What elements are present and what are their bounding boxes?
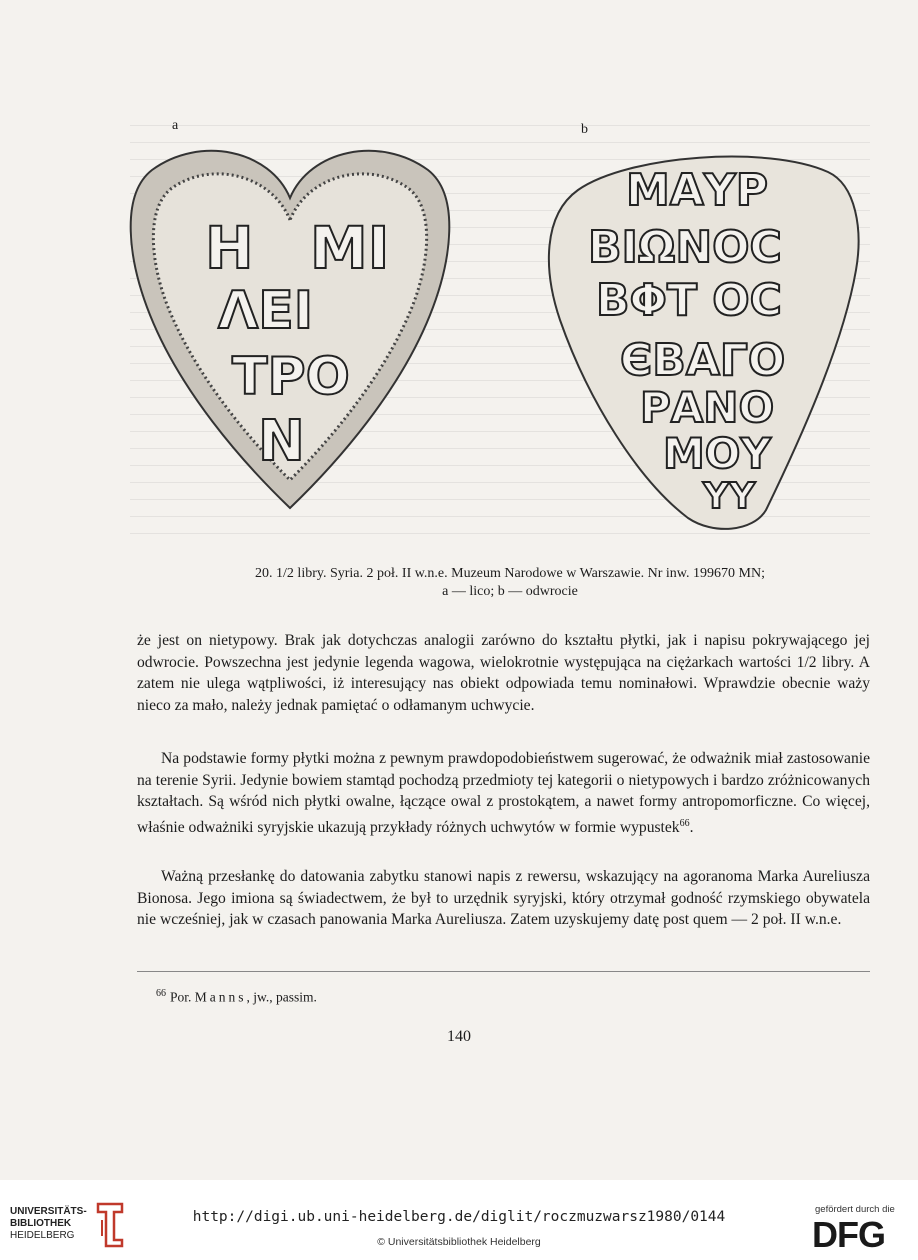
body-paragraph-3: Ważną przesłankę do datowania zabytku stanowi napis z rewersu, wskazujący na agoranoma Marka Aureliusza Bionosa. Jego imiona są świadectwem, że był to urzędnik syryjski, który otrzymał godność rzymskiego obywatela nie wcześniej, jak w czasach panowania Marka Aureliusza. Zatem uzyskujemy datę post quem — 2 poł. II w.n.e.: [137, 868, 870, 928]
figure-label-b: b: [581, 122, 588, 137]
reverse-line-7: ΥΥ: [703, 476, 756, 517]
body-paragraph-2: [137, 748, 870, 838]
reverse-line-6: ΜΟΥ: [663, 429, 771, 478]
footnote-number: 66: [156, 988, 166, 999]
funding-label: gefördert durch die: [815, 1204, 895, 1215]
reverse-plate: [538, 150, 863, 535]
footnote: [156, 988, 317, 1006]
body-paragraph-2-end: .: [689, 818, 694, 836]
figure-label-a: a: [172, 118, 179, 133]
obverse-line-4: ΤΡΟ: [232, 347, 350, 407]
library-name-line-3: HEIDELBERG: [10, 1230, 75, 1241]
footnote-reference[interactable]: 66: [679, 817, 690, 829]
reverse-line-4: ЄΒΑΓΟ: [620, 335, 786, 386]
page-number: 140: [447, 1028, 471, 1045]
obverse-line-2: ΜΙ: [310, 214, 390, 282]
footnote-author: Manns: [194, 989, 247, 1005]
library-name-line-2: BIBLIOTHEK: [10, 1218, 72, 1229]
copyright-notice: © Universitätsbibliothek Heidelberg: [377, 1236, 541, 1248]
footnote-rest: , jw., passim.: [246, 989, 317, 1005]
obverse-line-5: Ν: [258, 409, 305, 474]
permalink-url[interactable]: http://digi.ub.uni-heidelberg.de/diglit/roczmuzwarsz1980/0144: [192, 1209, 726, 1225]
obverse-line-3: ΛΕΙ: [218, 281, 314, 341]
reverse-line-5: ΡΑΝΟ: [640, 383, 775, 432]
library-name-line-1: UNIVERSITÄTS-: [10, 1206, 87, 1217]
body-paragraph-2-text: Na podstawie formy płytki można z pewnym prawdopodobieństwem sugerować, że odważnik miał zastosowanie na terenie Syrii. Jedynie bowiem stamtąd pochodzą przedmioty tej kategorii o nietypowych i bardzo zróżnicowanych kształtach. Są wśród nich płytki owalne, łączące owal z prostokątem, a nawet formy antropomorficzne. Co więcej, właśnie odważniki syryjskie ukazują przykłady różnych uchwytów w formie wypustek: [137, 750, 870, 836]
footnote-divider: [137, 971, 870, 972]
obverse-heart-plate: [120, 140, 460, 515]
dfg-logo[interactable]: DFG: [812, 1214, 885, 1255]
reverse-line-2: ΒΙΩΝΟC: [588, 222, 782, 273]
figure-caption: 20. 1/2 libry. Syria. 2 poł. II w.n.e. Muzeum Narodowe w Warszawie. Nr inw. 199670 MN;: [255, 566, 765, 581]
body-paragraph-1: że jest on nietypowy. Brak jak dotychczas analogii zarówno do kształtu płytki, jak i napisu pokrywającego jej odwrocie. Powszechna jest jedynie legenda wagowa, wielokrotnie występująca na ciężarkach wartości 1/2 libry. A zatem nie ulega wątpliwości, iż interesujący nas obiekt odpowiada temu nominałowi. Wprawdzie obecnie waży nieco za mało, należy jednak pamiętać o odłamanym uchwycie.: [137, 632, 870, 714]
reverse-line-3: ΒΦΤ ΟC: [596, 275, 782, 326]
figure-caption-legend: a — lico; b — odwrocie: [442, 584, 578, 599]
obverse-line-1: Η: [205, 214, 254, 282]
reverse-line-1: ΜΑΥΡ: [626, 165, 768, 216]
footnote-prefix: Por.: [170, 989, 192, 1005]
